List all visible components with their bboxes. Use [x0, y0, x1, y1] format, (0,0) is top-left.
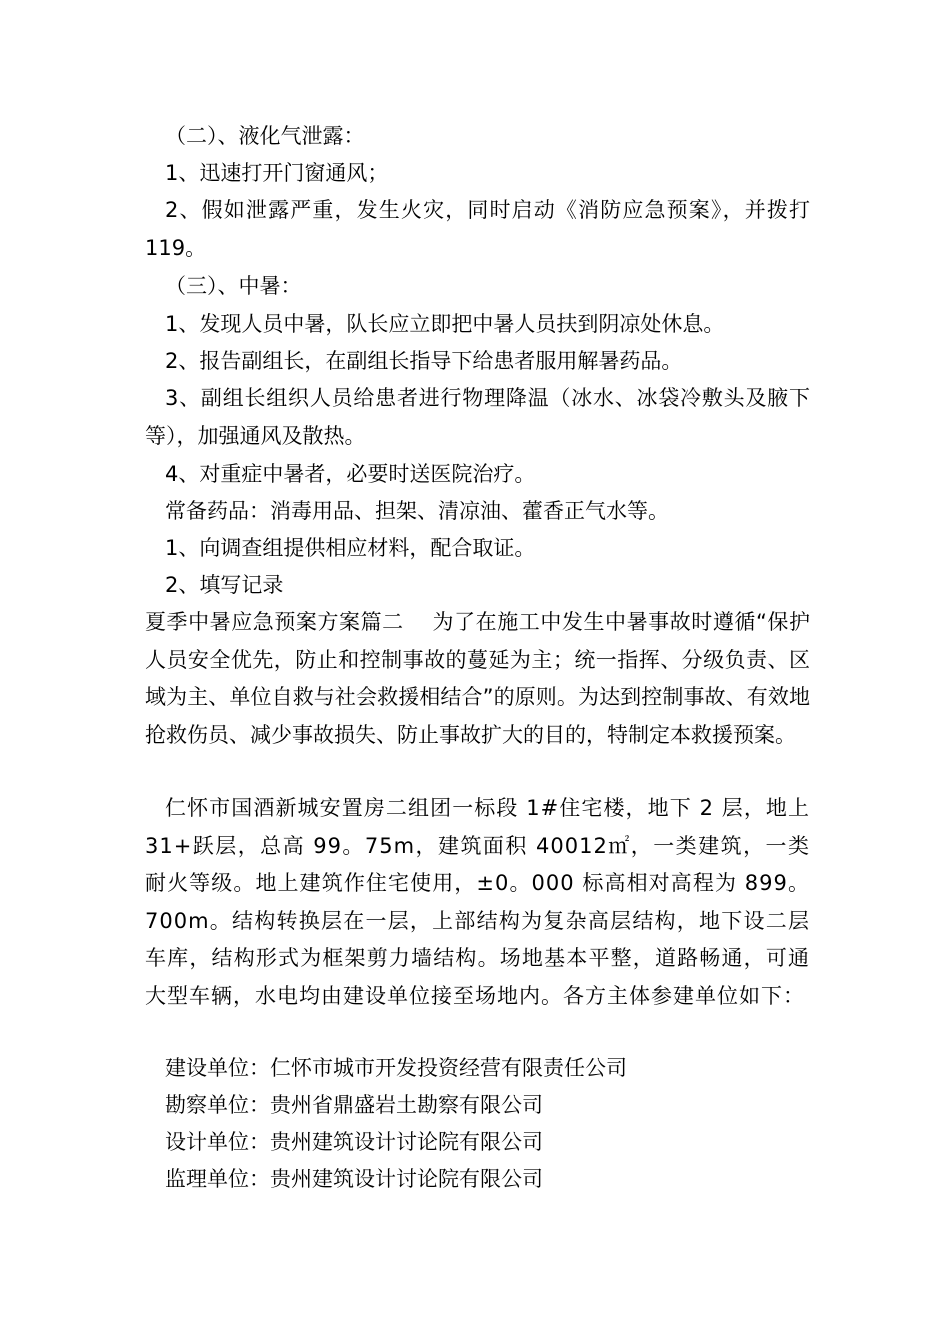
medicine-list: 常备药品：消毒用品、担架、清凉油、藿香正气水等。: [165, 499, 669, 523]
list-item: 2、假如泄露严重，发生火灾，同时启动《消防应急预案》，并拨打 119。: [145, 198, 810, 260]
list-item: 3、副组长组织人员给患者进行物理降温（冰水、冰袋冷敷头及腋下等），加强通风及散热。: [145, 386, 810, 448]
body-paragraph-intro: 夏季中暑应急预案方案篇二 为了在施工中发生中暑事故时遵循“保护人员安全优先，防止和控制事故的蔓延为主；统一指挥、分级负责、区域为主、单位自救与社会救援相结合”的原则。为达到控制事故、有效地抢救伤员、减少事故损失、防止事故扩大的目的，特制定本救援预案。: [145, 610, 810, 747]
section-heading-heatstroke: （三）、中暑：: [165, 274, 302, 298]
unit-line-design: 设计单位：贵州建筑设计讨论院有限公司: [165, 1130, 543, 1154]
unit-line-supervision: 监理单位：贵州建筑设计讨论院有限公司: [165, 1167, 543, 1191]
body-paragraph-project: 仁怀市国酒新城安置房二组团一标段 1#住宅楼，地下 2 层，地上 31+跃层，总高 99。75m，建筑面积 40012㎡，一类建筑，一类耐火等级。地上建筑作住宅使用，±0。000 标高相对高程为 899。700m。结构转换层在一层，上部结构为复杂高层结构，地下设二层车库，结构形式为框架剪力墙结构。场地基本平整，道路畅通，可通大型车辆，水电均由建设单位接至场地内。各方主体参建单位如下：: [145, 796, 810, 1008]
section-heading-lpg-leak: （二）、液化气泄露：: [165, 124, 365, 148]
unit-line-construction: 建设单位：仁怀市城市开发投资经营有限责任公司: [165, 1056, 627, 1080]
list-item: 1、发现人员中暑，队长应立即把中暑人员扶到阴凉处休息。: [165, 312, 725, 336]
list-item: 4、对重症中暑者，必要时送医院治疗。: [165, 462, 536, 486]
list-item: 2、填写记录: [165, 573, 284, 597]
list-item: 1、向调查组提供相应材料，配合取证。: [165, 536, 536, 560]
list-item: 1、迅速打开门窗通风；: [165, 161, 389, 185]
list-item: 2、报告副组长，在副组长指导下给患者服用解暑药品。: [165, 349, 683, 373]
unit-line-survey: 勘察单位：贵州省鼎盛岩土勘察有限公司: [165, 1093, 543, 1117]
